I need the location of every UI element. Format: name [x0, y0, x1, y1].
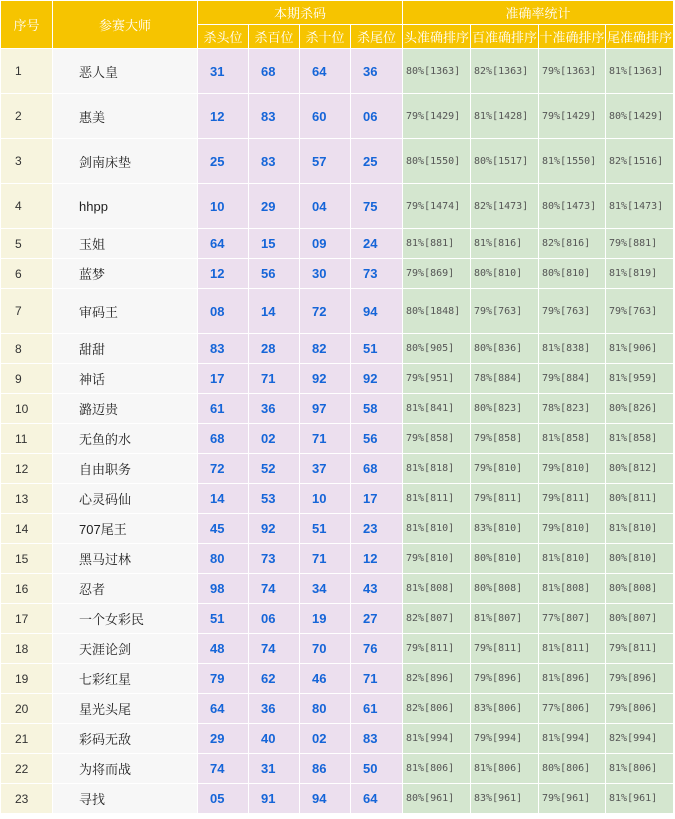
accuracy-stat: 79%[994]	[471, 724, 539, 754]
accuracy-stat: 81%[838]	[539, 334, 606, 364]
kill-code: 10	[300, 484, 351, 514]
accuracy-stat: 82%[807]	[403, 604, 471, 634]
kill-code: 17	[351, 484, 403, 514]
header-accuracy-col: 头准确排序	[403, 25, 471, 49]
kill-code: 04	[300, 184, 351, 229]
master-name: 惠美	[53, 94, 198, 139]
table-row	[1, 229, 674, 259]
kill-code: 36	[249, 694, 300, 724]
accuracy-stat: 82%[896]	[403, 664, 471, 694]
accuracy-stat: 80%[810]	[471, 544, 539, 574]
row-number: 3	[1, 139, 53, 184]
accuracy-stat: 79%[961]	[539, 784, 606, 814]
kill-code: 12	[198, 259, 249, 289]
kill-code: 91	[249, 784, 300, 814]
row-number: 14	[1, 514, 53, 544]
table-row	[1, 94, 674, 139]
row-number: 4	[1, 184, 53, 229]
table-row	[1, 334, 674, 364]
accuracy-stat: 79%[858]	[403, 424, 471, 454]
table-row	[1, 139, 674, 184]
accuracy-stat: 79%[1474]	[403, 184, 471, 229]
accuracy-stat: 79%[811]	[606, 634, 674, 664]
accuracy-stat: 79%[810]	[403, 544, 471, 574]
kill-code: 36	[249, 394, 300, 424]
table-row	[1, 289, 674, 334]
accuracy-stat: 82%[806]	[403, 694, 471, 724]
accuracy-stat: 79%[1429]	[539, 94, 606, 139]
header-accuracy-col: 尾准确排序	[606, 25, 674, 49]
kill-code: 94	[300, 784, 351, 814]
row-number: 19	[1, 664, 53, 694]
table-row	[1, 184, 674, 229]
row-number: 11	[1, 424, 53, 454]
table-row	[1, 364, 674, 394]
accuracy-stat: 79%[763]	[606, 289, 674, 334]
table-row	[1, 784, 674, 814]
accuracy-stat: 80%[1848]	[403, 289, 471, 334]
accuracy-stat: 81%[806]	[403, 754, 471, 784]
kill-code: 71	[351, 664, 403, 694]
kill-code: 12	[198, 94, 249, 139]
accuracy-stat: 81%[811]	[539, 634, 606, 664]
kill-code: 71	[300, 544, 351, 574]
kill-code: 80	[300, 694, 351, 724]
master-name: 潞迈贵	[53, 394, 198, 424]
kill-code: 10	[198, 184, 249, 229]
row-number: 15	[1, 544, 53, 574]
accuracy-stat: 79%[869]	[403, 259, 471, 289]
kill-code: 62	[249, 664, 300, 694]
kill-code: 12	[351, 544, 403, 574]
table-row	[1, 604, 674, 634]
accuracy-stat: 80%[823]	[471, 394, 539, 424]
kill-code: 15	[249, 229, 300, 259]
kill-code: 06	[351, 94, 403, 139]
accuracy-stat: 80%[961]	[403, 784, 471, 814]
accuracy-stat: 83%[806]	[471, 694, 539, 724]
kill-code: 64	[351, 784, 403, 814]
kill-code: 74	[198, 754, 249, 784]
accuracy-stat: 80%[811]	[606, 484, 674, 514]
master-name: 神话	[53, 364, 198, 394]
master-name: 心灵码仙	[53, 484, 198, 514]
kill-code: 79	[198, 664, 249, 694]
kill-code: 92	[249, 514, 300, 544]
master-name: 自由职务	[53, 454, 198, 484]
row-number: 7	[1, 289, 53, 334]
header-kill-col: 杀十位	[300, 25, 351, 49]
kill-code: 53	[249, 484, 300, 514]
kill-code: 14	[198, 484, 249, 514]
kill-code: 19	[300, 604, 351, 634]
accuracy-stat: 79%[896]	[606, 664, 674, 694]
accuracy-stat: 79%[811]	[539, 484, 606, 514]
accuracy-stat: 82%[994]	[606, 724, 674, 754]
accuracy-stat: 79%[811]	[403, 634, 471, 664]
header-accuracy-col: 百准确排序	[471, 25, 539, 49]
accuracy-stat: 79%[896]	[471, 664, 539, 694]
master-name: 七彩红星	[53, 664, 198, 694]
table-row	[1, 484, 674, 514]
header-accuracy-col: 十准确排序	[539, 25, 606, 49]
kill-code: 56	[249, 259, 300, 289]
kill-code: 30	[300, 259, 351, 289]
kill-code: 64	[300, 49, 351, 94]
table-row	[1, 424, 674, 454]
accuracy-stat: 80%[810]	[471, 259, 539, 289]
accuracy-stat: 81%[806]	[606, 754, 674, 784]
row-number: 23	[1, 784, 53, 814]
kill-code: 68	[198, 424, 249, 454]
table-row	[1, 664, 674, 694]
kill-code: 43	[351, 574, 403, 604]
header-kill-col: 杀头位	[198, 25, 249, 49]
master-name: 审码王	[53, 289, 198, 334]
accuracy-stat: 80%[836]	[471, 334, 539, 364]
kill-code: 23	[351, 514, 403, 544]
table-row	[1, 724, 674, 754]
master-name: 剑南床垫	[53, 139, 198, 184]
accuracy-stat: 81%[994]	[403, 724, 471, 754]
kill-code: 50	[351, 754, 403, 784]
accuracy-stat: 79%[763]	[471, 289, 539, 334]
kill-code: 73	[351, 259, 403, 289]
accuracy-stat: 78%[823]	[539, 394, 606, 424]
accuracy-stat: 81%[858]	[606, 424, 674, 454]
accuracy-stat: 81%[841]	[403, 394, 471, 424]
master-name: 一个女彩民	[53, 604, 198, 634]
accuracy-stat: 80%[807]	[606, 604, 674, 634]
accuracy-stat: 79%[810]	[539, 454, 606, 484]
header-kill-col: 杀尾位	[351, 25, 403, 49]
accuracy-stat: 79%[806]	[606, 694, 674, 724]
master-name: 蓝梦	[53, 259, 198, 289]
kill-code: 71	[300, 424, 351, 454]
row-number: 20	[1, 694, 53, 724]
kill-code: 46	[300, 664, 351, 694]
accuracy-stat: 79%[810]	[539, 514, 606, 544]
accuracy-stat: 81%[1428]	[471, 94, 539, 139]
row-number: 9	[1, 364, 53, 394]
kill-code: 37	[300, 454, 351, 484]
accuracy-stat: 81%[819]	[606, 259, 674, 289]
kill-code: 51	[351, 334, 403, 364]
table-row	[1, 544, 674, 574]
kill-code: 60	[300, 94, 351, 139]
kill-code: 92	[351, 364, 403, 394]
accuracy-stat: 81%[961]	[606, 784, 674, 814]
kill-code: 83	[249, 94, 300, 139]
accuracy-stat: 81%[810]	[539, 544, 606, 574]
master-name: 为将而战	[53, 754, 198, 784]
kill-code: 25	[198, 139, 249, 184]
kill-code: 25	[351, 139, 403, 184]
accuracy-stat: 77%[807]	[539, 604, 606, 634]
master-name: hhpp	[53, 184, 198, 229]
table-row	[1, 754, 674, 784]
master-name: 无鱼的水	[53, 424, 198, 454]
accuracy-stat: 81%[1473]	[606, 184, 674, 229]
accuracy-stat: 79%[811]	[471, 484, 539, 514]
accuracy-stat: 79%[1363]	[539, 49, 606, 94]
accuracy-stat: 81%[810]	[403, 514, 471, 544]
accuracy-stat: 80%[810]	[539, 259, 606, 289]
kill-code: 72	[300, 289, 351, 334]
kill-code: 58	[351, 394, 403, 424]
row-number: 6	[1, 259, 53, 289]
row-number: 21	[1, 724, 53, 754]
row-number: 10	[1, 394, 53, 424]
master-name: 恶人皇	[53, 49, 198, 94]
kill-code: 97	[300, 394, 351, 424]
header-accuracy-group: 准确率统计	[403, 1, 674, 25]
kill-code: 09	[300, 229, 351, 259]
table-row	[1, 394, 674, 424]
accuracy-stat: 79%[858]	[471, 424, 539, 454]
row-number: 13	[1, 484, 53, 514]
kill-code: 02	[249, 424, 300, 454]
accuracy-stat: 80%[1429]	[606, 94, 674, 139]
accuracy-stat: 83%[810]	[471, 514, 539, 544]
accuracy-stat: 80%[1473]	[539, 184, 606, 229]
row-number: 22	[1, 754, 53, 784]
accuracy-stat: 81%[818]	[403, 454, 471, 484]
kill-code: 51	[300, 514, 351, 544]
accuracy-stat: 81%[959]	[606, 364, 674, 394]
kill-code: 06	[249, 604, 300, 634]
kill-code: 17	[198, 364, 249, 394]
table-row	[1, 634, 674, 664]
accuracy-stat: 79%[884]	[539, 364, 606, 394]
table-row	[1, 259, 674, 289]
master-name: 忍者	[53, 574, 198, 604]
kill-code: 48	[198, 634, 249, 664]
kill-code: 34	[300, 574, 351, 604]
kill-code: 83	[249, 139, 300, 184]
kill-code: 52	[249, 454, 300, 484]
accuracy-stat: 81%[1550]	[539, 139, 606, 184]
accuracy-stat: 78%[884]	[471, 364, 539, 394]
accuracy-stat: 81%[858]	[539, 424, 606, 454]
row-number: 8	[1, 334, 53, 364]
kill-code: 36	[351, 49, 403, 94]
accuracy-stat: 81%[906]	[606, 334, 674, 364]
table-row	[1, 574, 674, 604]
accuracy-stat: 81%[810]	[606, 514, 674, 544]
master-name: 玉姐	[53, 229, 198, 259]
row-number: 18	[1, 634, 53, 664]
accuracy-stat: 81%[896]	[539, 664, 606, 694]
accuracy-stat: 80%[806]	[539, 754, 606, 784]
kill-code: 31	[249, 754, 300, 784]
accuracy-stat: 82%[816]	[539, 229, 606, 259]
kill-code: 82	[300, 334, 351, 364]
accuracy-stat: 81%[811]	[403, 484, 471, 514]
kill-code: 29	[249, 184, 300, 229]
kill-code: 57	[300, 139, 351, 184]
kill-code: 80	[198, 544, 249, 574]
header-kill-group: 本期杀码	[198, 1, 403, 25]
accuracy-stat: 80%[808]	[471, 574, 539, 604]
row-number: 2	[1, 94, 53, 139]
kill-code: 98	[198, 574, 249, 604]
header-kill-col: 杀百位	[249, 25, 300, 49]
accuracy-stat: 81%[806]	[471, 754, 539, 784]
row-number: 16	[1, 574, 53, 604]
kill-code: 68	[351, 454, 403, 484]
accuracy-stat: 79%[881]	[606, 229, 674, 259]
accuracy-stat: 82%[1516]	[606, 139, 674, 184]
kill-code: 64	[198, 694, 249, 724]
kill-code: 68	[249, 49, 300, 94]
kill-code: 31	[198, 49, 249, 94]
kill-code: 75	[351, 184, 403, 229]
kill-code: 71	[249, 364, 300, 394]
kill-code: 61	[351, 694, 403, 724]
kill-code: 76	[351, 634, 403, 664]
accuracy-stat: 82%[1473]	[471, 184, 539, 229]
kill-code: 28	[249, 334, 300, 364]
accuracy-stat: 81%[994]	[539, 724, 606, 754]
kill-code: 70	[300, 634, 351, 664]
kill-code: 92	[300, 364, 351, 394]
accuracy-stat: 80%[1363]	[403, 49, 471, 94]
kill-code: 94	[351, 289, 403, 334]
master-name: 彩码无敌	[53, 724, 198, 754]
table-row	[1, 694, 674, 724]
accuracy-stat: 80%[1517]	[471, 139, 539, 184]
master-name: 寻找	[53, 784, 198, 814]
kill-code: 83	[198, 334, 249, 364]
accuracy-stat: 81%[808]	[403, 574, 471, 604]
kill-code: 51	[198, 604, 249, 634]
kill-code: 08	[198, 289, 249, 334]
row-number: 5	[1, 229, 53, 259]
kill-code: 74	[249, 574, 300, 604]
accuracy-stat: 81%[816]	[471, 229, 539, 259]
header-name: 参赛大师	[53, 1, 198, 49]
kill-code: 24	[351, 229, 403, 259]
kill-code: 02	[300, 724, 351, 754]
accuracy-stat: 83%[961]	[471, 784, 539, 814]
row-number: 12	[1, 454, 53, 484]
kill-code: 56	[351, 424, 403, 454]
kill-code: 74	[249, 634, 300, 664]
master-name: 黑马过林	[53, 544, 198, 574]
master-name: 天涯论剑	[53, 634, 198, 664]
accuracy-stat: 80%[905]	[403, 334, 471, 364]
kill-code: 45	[198, 514, 249, 544]
table-row	[1, 49, 674, 94]
table-row	[1, 454, 674, 484]
accuracy-stat: 82%[1363]	[471, 49, 539, 94]
table-row	[1, 514, 674, 544]
kill-code: 83	[351, 724, 403, 754]
kill-code: 40	[249, 724, 300, 754]
accuracy-stat: 81%[881]	[403, 229, 471, 259]
kill-code: 05	[198, 784, 249, 814]
accuracy-stat: 80%[810]	[606, 544, 674, 574]
kill-code: 72	[198, 454, 249, 484]
master-name: 707尾王	[53, 514, 198, 544]
kill-code: 27	[351, 604, 403, 634]
row-number: 17	[1, 604, 53, 634]
accuracy-stat: 80%[826]	[606, 394, 674, 424]
master-name: 星光头尾	[53, 694, 198, 724]
accuracy-stat: 79%[1429]	[403, 94, 471, 139]
kill-code: 64	[198, 229, 249, 259]
accuracy-stat: 80%[812]	[606, 454, 674, 484]
kill-code: 29	[198, 724, 249, 754]
header-no: 序号	[1, 1, 53, 49]
accuracy-stat: 81%[807]	[471, 604, 539, 634]
master-name: 甜甜	[53, 334, 198, 364]
row-number: 1	[1, 49, 53, 94]
kill-code: 86	[300, 754, 351, 784]
kill-code: 73	[249, 544, 300, 574]
accuracy-stat: 77%[806]	[539, 694, 606, 724]
kill-code: 61	[198, 394, 249, 424]
accuracy-stat: 79%[810]	[471, 454, 539, 484]
accuracy-stat: 80%[1550]	[403, 139, 471, 184]
accuracy-stat: 79%[763]	[539, 289, 606, 334]
table-body	[1, 49, 674, 814]
accuracy-stat: 81%[1363]	[606, 49, 674, 94]
accuracy-stat: 80%[808]	[606, 574, 674, 604]
accuracy-stat: 81%[808]	[539, 574, 606, 604]
accuracy-stat: 79%[951]	[403, 364, 471, 394]
accuracy-stat: 79%[811]	[471, 634, 539, 664]
kill-code: 14	[249, 289, 300, 334]
